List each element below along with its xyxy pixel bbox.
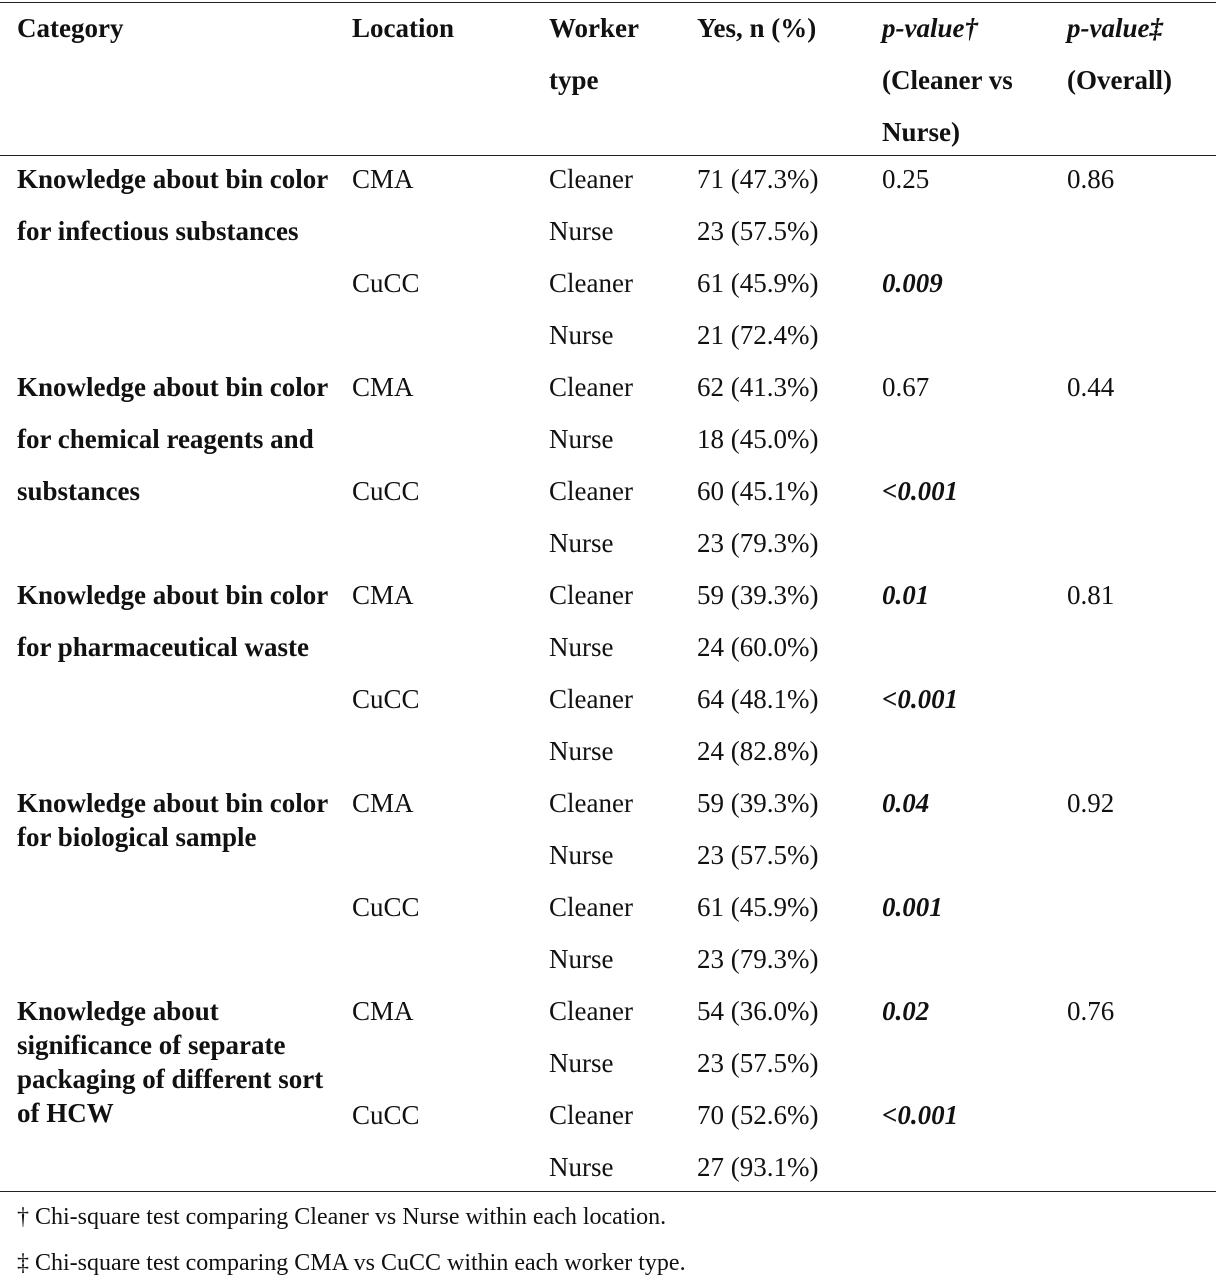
p-value-overall: 0.44: [1067, 372, 1115, 402]
yes-count-cell: 61 (45.9%): [697, 268, 819, 298]
location-label: CuCC: [352, 892, 420, 922]
worker-type-cell: Cleaner: [549, 1100, 633, 1130]
p-value-cleaner-vs-nurse: 0.001: [882, 892, 943, 922]
p-value-overall: 0.86: [1067, 164, 1115, 194]
yes-count-cell: 23 (79.3%): [697, 944, 819, 974]
yes-count-cell: 59 (39.3%): [697, 580, 819, 610]
worker-type-cell: Cleaner: [549, 684, 633, 714]
location-label: CuCC: [352, 268, 420, 298]
p-value-cleaner-vs-nurse: 0.009: [882, 268, 943, 298]
header-location: [352, 2, 454, 54]
header-worker-type-line1: Worker: [549, 13, 639, 43]
header-p1-line3: Nurse): [882, 117, 960, 147]
header-category-text: Category: [17, 13, 124, 43]
header-yes: [697, 2, 816, 54]
yes-count-cell: 18 (45.0%): [697, 424, 819, 454]
header-worker-type: [549, 2, 639, 106]
worker-type-cell: Nurse: [549, 528, 614, 558]
table-bottom-rule: [0, 1191, 1216, 1192]
yes-count-cell: 54 (36.0%): [697, 996, 819, 1026]
worker-type-cell: Cleaner: [549, 268, 633, 298]
yes-count-cell: 61 (45.9%): [697, 892, 819, 922]
location-label: CMA: [352, 372, 414, 402]
yes-count-cell: 60 (45.1%): [697, 476, 819, 506]
p-value-cleaner-vs-nurse: <0.001: [882, 684, 959, 714]
p-value-overall: 0.76: [1067, 996, 1115, 1026]
location-label: CMA: [352, 996, 414, 1026]
category-label: Knowledge about bin color for chemical reagents and substances: [17, 372, 328, 506]
category-label: Knowledge about bin color for pharmaceutical waste: [17, 580, 328, 662]
yes-count-cell: 21 (72.4%): [697, 320, 819, 350]
yes-count-cell: 59 (39.3%): [697, 788, 819, 818]
yes-count-cell: 62 (41.3%): [697, 372, 819, 402]
p-value-cleaner-vs-nurse: 0.01: [882, 580, 930, 610]
yes-count-cell: 71 (47.3%): [697, 164, 819, 194]
yes-count-cell: 64 (48.1%): [697, 684, 819, 714]
p-value-cleaner-vs-nurse: 0.04: [882, 788, 930, 818]
worker-type-cell: Cleaner: [549, 164, 633, 194]
location-label: CuCC: [352, 684, 420, 714]
header-p-value-overall: [1067, 2, 1172, 106]
worker-type-cell: Nurse: [549, 840, 614, 870]
worker-type-cell: Nurse: [549, 632, 614, 662]
worker-type-cell: Cleaner: [549, 372, 633, 402]
worker-type-cell: Nurse: [549, 424, 614, 454]
category-label: Knowledge about significance of separate packaging of different sort of HCW: [17, 996, 324, 1128]
header-p2-line1: p-value‡: [1067, 13, 1163, 43]
worker-type-cell: Cleaner: [549, 580, 633, 610]
header-yes-text: Yes, n (%): [697, 13, 817, 43]
yes-count-cell: 70 (52.6%): [697, 1100, 819, 1130]
header-p-value-cleaner-vs-nurse: [882, 2, 1013, 158]
worker-type-cell: Nurse: [549, 736, 614, 766]
p-value-overall: 0.81: [1067, 580, 1115, 610]
header-p1-line2: (Cleaner vs: [882, 65, 1013, 95]
worker-type-cell: Nurse: [549, 1152, 614, 1182]
yes-count-cell: 24 (60.0%): [697, 632, 819, 662]
yes-count-cell: 23 (57.5%): [697, 1048, 819, 1078]
location-label: CuCC: [352, 476, 420, 506]
location-label: CMA: [352, 164, 414, 194]
worker-type-cell: Nurse: [549, 320, 614, 350]
p-value-overall: 0.92: [1067, 788, 1115, 818]
location-label: CMA: [352, 580, 414, 610]
location-label: CMA: [352, 788, 414, 818]
worker-type-cell: Cleaner: [549, 892, 633, 922]
yes-count-cell: 23 (79.3%): [697, 528, 819, 558]
header-p1-line1: p-value†: [882, 13, 978, 43]
p-value-cleaner-vs-nurse: 0.67: [882, 372, 930, 402]
worker-type-cell: Cleaner: [549, 788, 633, 818]
category-label: Knowledge about bin color for biological sample: [17, 788, 328, 852]
header-category: [17, 2, 123, 54]
p-value-cleaner-vs-nurse: 0.02: [882, 996, 930, 1026]
footnote-double-dagger: ‡ Chi-square test comparing CMA vs CuCC within each worker type.: [17, 1250, 686, 1276]
worker-type-cell: Nurse: [549, 944, 614, 974]
worker-type-cell: Cleaner: [549, 996, 633, 1026]
p-value-cleaner-vs-nurse: <0.001: [882, 476, 959, 506]
yes-count-cell: 23 (57.5%): [697, 216, 819, 246]
category-label: Knowledge about bin color for infectious substances: [17, 164, 328, 246]
worker-type-cell: Cleaner: [549, 476, 633, 506]
header-worker-type-line2: type: [549, 65, 599, 95]
yes-count-cell: 27 (93.1%): [697, 1152, 819, 1182]
p-value-cleaner-vs-nurse: 0.25: [882, 164, 930, 194]
header-location-text: Location: [352, 13, 455, 43]
footnote-dagger: † Chi-square test comparing Cleaner vs Nurse within each location.: [17, 1204, 667, 1230]
p-value-cleaner-vs-nurse: <0.001: [882, 1100, 959, 1130]
yes-count-cell: 23 (57.5%): [697, 840, 819, 870]
worker-type-cell: Nurse: [549, 216, 614, 246]
header-p2-line2: (Overall): [1067, 65, 1172, 95]
worker-type-cell: Nurse: [549, 1048, 614, 1078]
yes-count-cell: 24 (82.8%): [697, 736, 819, 766]
location-label: CuCC: [352, 1100, 420, 1130]
